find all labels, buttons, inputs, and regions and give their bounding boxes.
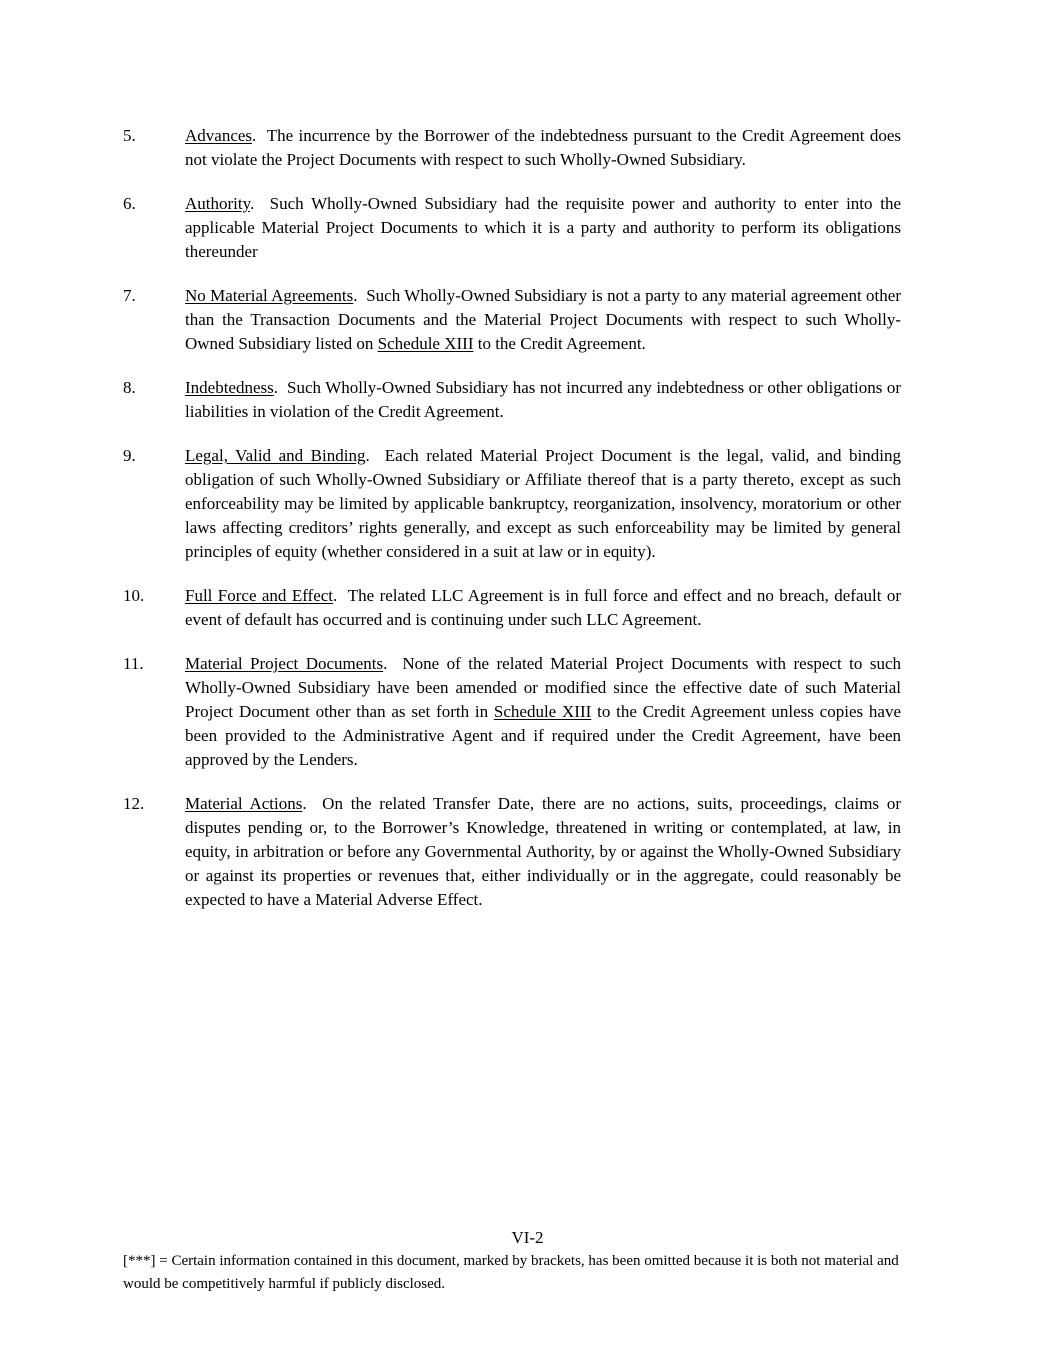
- paragraph-text: [185, 286, 901, 353]
- page-number: VI-2: [511, 1228, 544, 1247]
- paragraph-text-segment: . The incurrence by the Borrower of the indebtedness pursuant to the Credit Agreement does not violate the Project Documents with respect to such Wholly-Owned Subsidiary.: [185, 126, 901, 169]
- paragraph-text-segment: . The related LLC Agreement is in full force and effect and no breach, default or event of default has occurred and is continuing under such LLC Agreement.: [185, 586, 901, 629]
- numbered-paragraph: [123, 584, 901, 632]
- paragraph-number: 12.: [123, 794, 145, 813]
- numbered-paragraph: [123, 192, 901, 264]
- numbered-paragraph: [123, 444, 901, 564]
- numbered-paragraph: [123, 376, 901, 424]
- paragraph-number: 9.: [123, 446, 136, 465]
- underlined-term: No Material Agreements: [185, 286, 354, 305]
- paragraph-text: [185, 586, 901, 629]
- paragraph-text: [185, 194, 901, 261]
- underlined-term: Legal, Valid and Binding: [185, 446, 366, 465]
- paragraph-text-segment: . Each related Material Project Document is the legal, valid, and binding obligation of such Wholly-Owned Subsidiary or Affiliate thereof that is a party thereto, except as such enforceability may be limited by applicable bankruptcy, reorganization, insolvency, moratorium or other laws affecting creditors’ rights generally, and except as such enforceability may be limited by general principles of equity (whether considered in a suit at law or in equity).: [185, 446, 901, 561]
- numbered-paragraph: [123, 284, 901, 356]
- paragraph-text: [185, 654, 901, 769]
- paragraph-text-segment: to the Credit Agreement unless copies have been provided to the Administrative Agent and if required under the Credit Agreement, have been approved by the Lenders.: [185, 702, 902, 769]
- underlined-term: Advances: [185, 126, 253, 145]
- page-footer: [0, 1226, 1055, 1296]
- paragraph-number: 8.: [123, 378, 136, 397]
- underlined-term: Material Actions: [185, 794, 303, 813]
- paragraph-number: 10.: [123, 586, 145, 605]
- confidentiality-footnote: [***] = Certain information contained in this document, marked by brackets, has been omitted because it is both not material and would be competitively harmful if publicly disclosed.: [123, 1253, 899, 1292]
- paragraph-text: [185, 794, 901, 909]
- underlined-term: Schedule XIII: [493, 702, 592, 721]
- numbered-paragraph: [123, 124, 901, 172]
- underlined-term: Material Project Documents: [185, 654, 384, 673]
- underlined-term: Indebtedness: [185, 378, 274, 397]
- numbered-paragraph: [123, 652, 901, 772]
- paragraph-text-segment: to the Credit Agreement.: [473, 334, 646, 353]
- paragraph-text-segment: . Such Wholly-Owned Subsidiary has not incurred any indebtedness or other obligations or liabilities in violation of the Credit Agreement.: [185, 378, 901, 421]
- paragraph-text: [185, 378, 901, 421]
- paragraph-text-segment: . On the related Transfer Date, there are no actions, suits, proceedings, claims or disputes pending or, to the Borrower’s Knowledge, threatened in writing or contemplated, at law, in equity, in arbitration or before any Governmental Authority, by or against the Wholly-Owned Subsidiary or against its properties or revenues that, either individually or in the aggregate, could reasonably be expected to have a Material Adverse Effect.: [185, 794, 902, 909]
- paragraph-text-segment: . Such Wholly-Owned Subsidiary had the requisite power and authority to enter into the applicable Material Project Documents to which it is a party and authority to perform its obligations thereunder: [185, 194, 901, 261]
- paragraph-number: 5.: [123, 126, 136, 145]
- paragraph-text: [185, 446, 901, 561]
- underlined-term: Schedule XIII: [377, 334, 474, 353]
- paragraph-text-segment: . None of the related Material Project Documents with respect to such Wholly-Owned Subsidiary have been amended or modified since the effective date of such Material Project Document other than as set forth in: [185, 654, 901, 721]
- paragraph-text-segment: . Such Wholly-Owned Subsidiary is not a party to any material agreement other than the Transaction Documents and the Material Project Documents with respect to such Wholly-Owned Subsidiary listed on: [185, 286, 901, 353]
- paragraph-number: 7.: [123, 286, 136, 305]
- underlined-term: Authority: [185, 194, 251, 213]
- paragraph-number: 6.: [123, 194, 136, 213]
- paragraph-text: [185, 126, 901, 169]
- numbered-paragraph: [123, 792, 901, 912]
- underlined-term: Full Force and Effect: [185, 586, 334, 605]
- paragraph-number: 11.: [123, 654, 144, 673]
